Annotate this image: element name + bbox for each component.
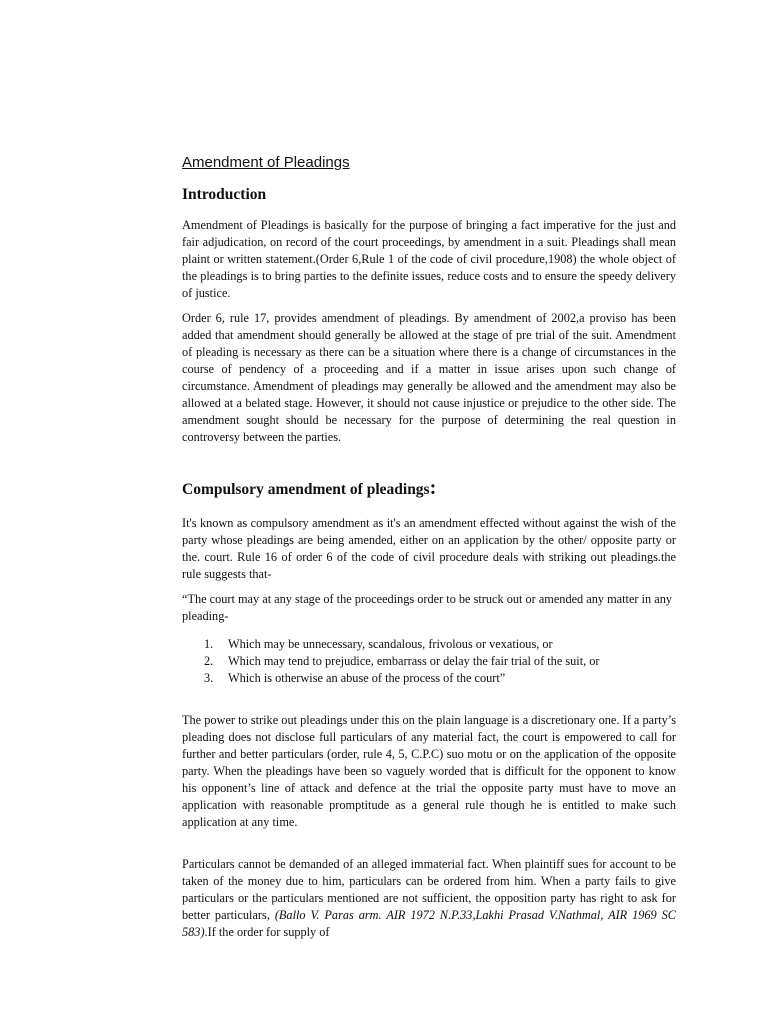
quote-intro: “The court may at any stage of the proceedings order to be struck out or amended any matter in any pleading- (182, 592, 672, 623)
compulsory-heading-text: Compulsory amendment of pleadings (182, 481, 430, 498)
document-title: Amendment of Pleadings (182, 154, 350, 171)
list-item-text: Which is otherwise an abuse of the process of the court” (228, 671, 506, 685)
introduction-heading: Introduction (182, 186, 267, 203)
introduction-paragraph: Amendment of Pleadings is basically for the purpose of bringing a fact imperative for the just and fair adjudication, on record of the court proceedings, by amendment in a suit. Pleadings shall mean plaint or written statement.(Order 6,Rule 1 of the code of civil procedure,1908) the whole object of the pleadings is to bring parties to the definite issues, reduce costs and to ensure the speedy delivery of justice. (182, 218, 676, 300)
list-item-text: Which may tend to prejudice, embarrass or delay the fair trial of the suit, or (228, 654, 600, 668)
compulsory-heading-colon: : (429, 477, 437, 499)
order-paragraph: Order 6, rule 17, provides amendment of pleadings. By amendment of 2002,a proviso has been added that amendment should generally be allowed at the stage of pre trial of the suit. Amendment of pleading is necessary as there can be a situation where there is a change of circumstances in the course of pendency of a proceeding and if a matter in issue arises upon such change of circumstance. Amendment of pleadings may generally be allowed and the amendment may also be allowed at a belated stage. However, it should not cause injustice or prejudice to the other side. The amendment sought should be necessary for the purpose of determining the real question in controversy between the parties. (182, 311, 676, 444)
compulsory-paragraph: It's known as compulsory amendment as it's an amendment effected without against the wish of the party whose pleadings are being amended, either on an application by the other/ opposite party or the. court. Rule 16 of order 6 of the code of civil procedure deals with striking out pleadings.the rule suggests that- (182, 516, 676, 581)
list-item-text: Which may be unnecessary, scandalous, frivolous or vexatious, or (228, 637, 553, 651)
list-item (182, 670, 676, 687)
particulars-paragraph (182, 856, 676, 941)
particulars-text-start: Particulars cannot be demanded of an alleged immaterial fact. When plaintiff sues for account to be taken of the money due to him, particulars can be ordered from him. When a party fails to give particulars or the particulars mentioned are not sufficient, the opposition party has right to ask for better particulars, (182, 857, 676, 922)
list-item-number: 2. (204, 654, 214, 668)
list-item (182, 636, 676, 653)
particulars-text-end: .If the order for supply of (204, 925, 330, 939)
compulsory-amendment-heading (182, 477, 437, 499)
list-item (182, 653, 676, 670)
particulars-citation: (Ballo V. Paras arm. AIR 1972 N.P.33,Lakhi Prasad V.Nathmal, AIR 1969 SC 583) (182, 908, 676, 939)
list-item-number: 1. (204, 637, 214, 651)
numbered-list (182, 636, 676, 687)
list-item-number: 3. (204, 671, 214, 685)
power-paragraph: The power to strike out pleadings under this on the plain language is a discretionary one. If a party’s pleading does not disclose full particulars of any material fact, the court is empowered to call for further and better particulars (order, rule 4, 5, C.P.C) suo motu or on the application of the opposite party. When the pleadings have been so vaguely worded that is difficult for the opponent to know his opponent’s line of attack and defence at the trial the opposite party must have to move an application with reasonable promptitude as a general rule though he is entitled to make such application at any time. (182, 713, 676, 829)
